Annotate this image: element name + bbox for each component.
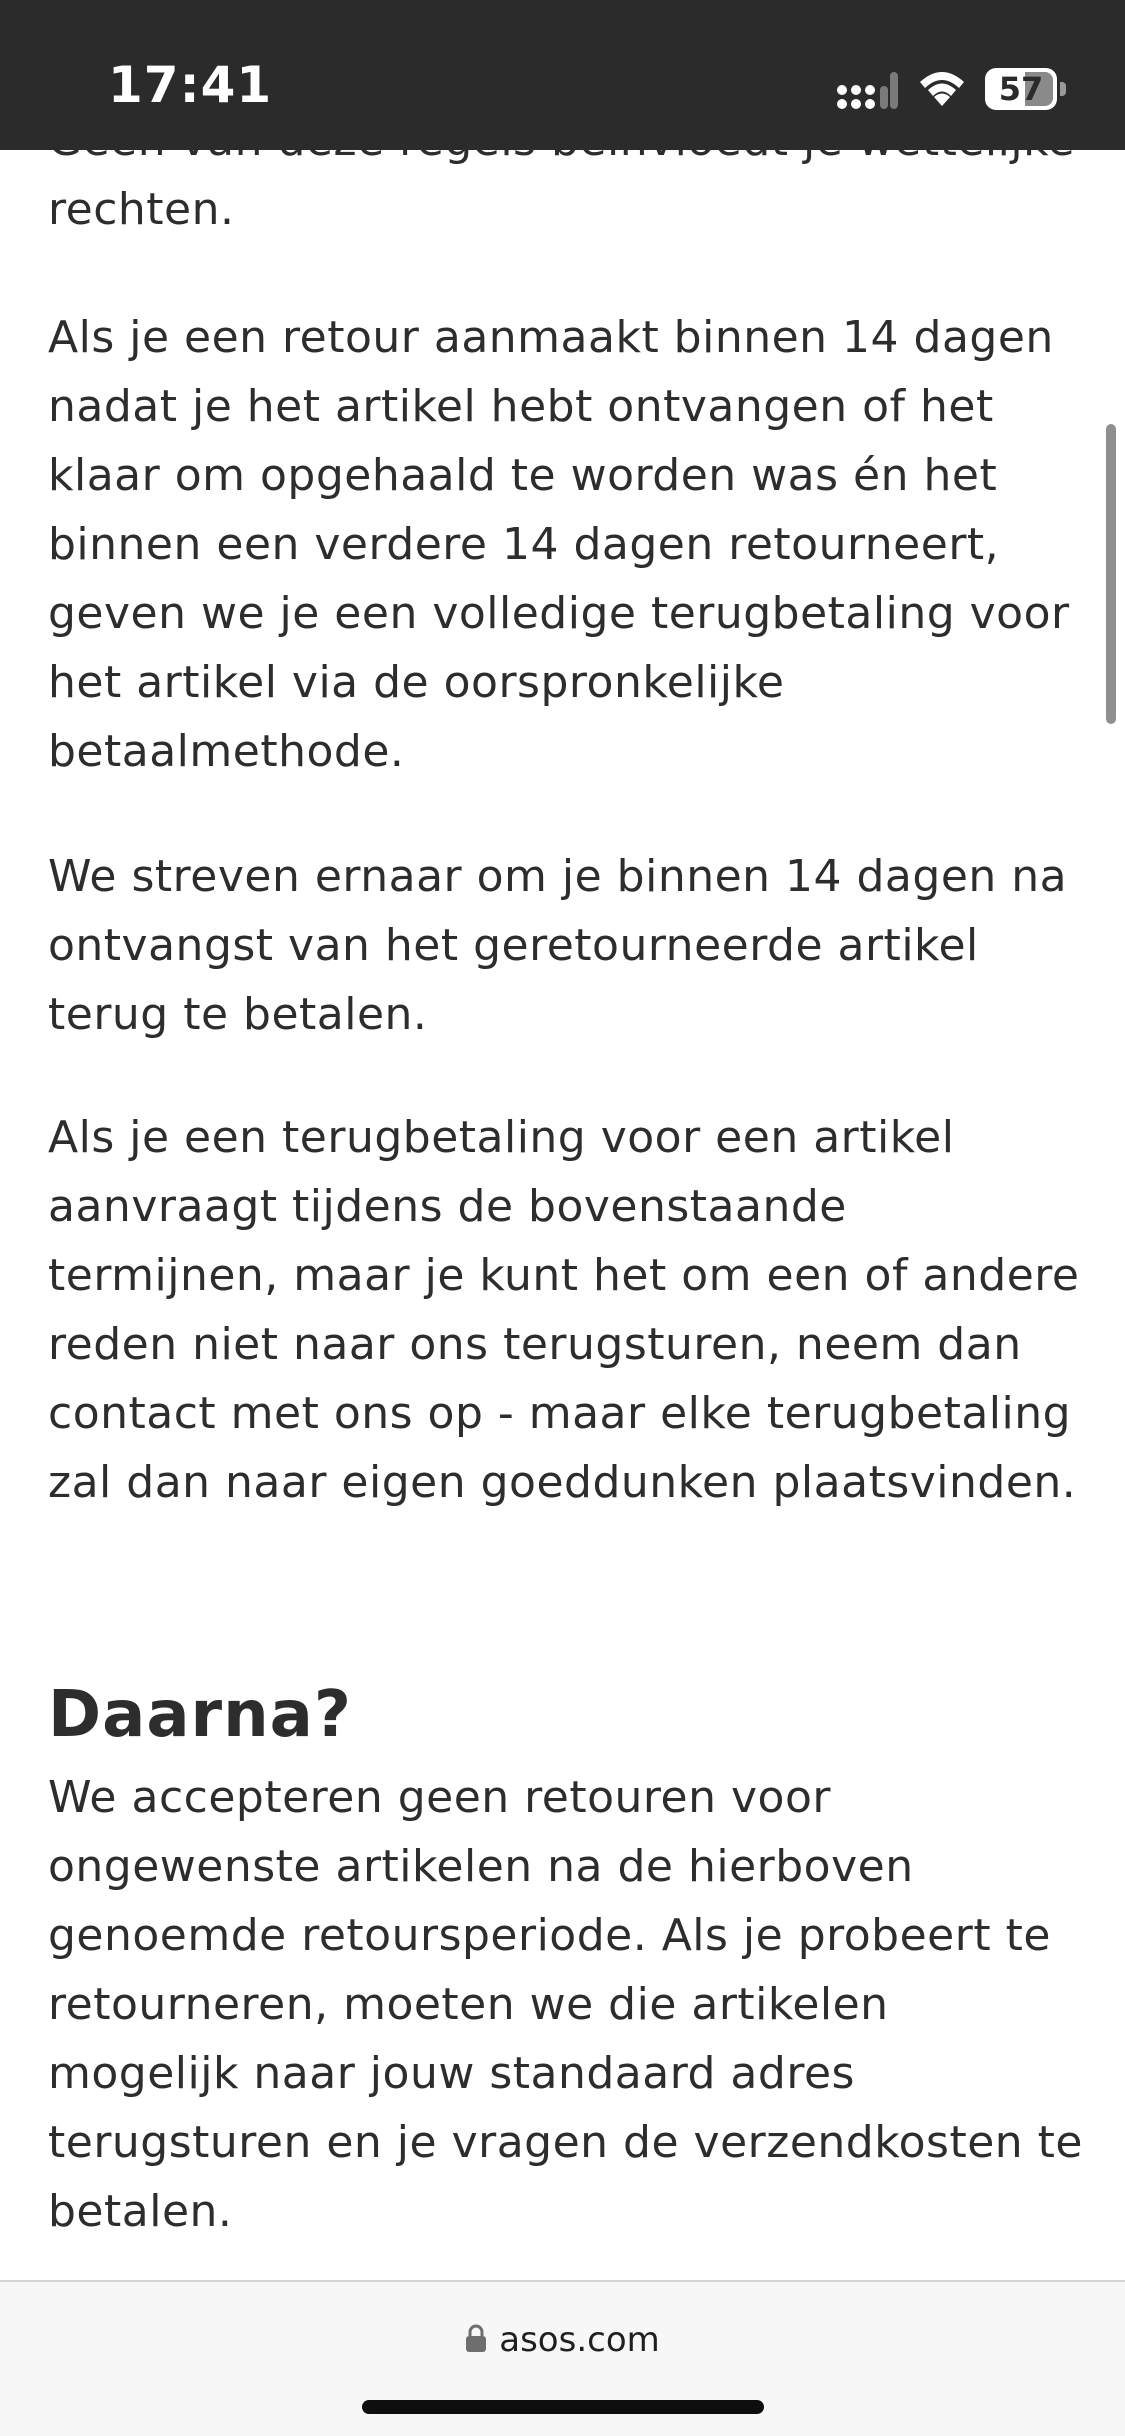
- cellular-signal-icon: [836, 68, 898, 112]
- url-display[interactable]: [0, 2318, 1125, 2362]
- browser-address-bar[interactable]: [0, 2280, 1125, 2436]
- wifi-icon: [916, 66, 968, 108]
- section-body: We accepteren geen retouren voor ongewenste artikelen na de hierboven genoemde retoursperiode. Als je probeert te retourneren, moeten we die artikelen mogelijk naar jouw standaard adres terugsturen en je vragen de verzendkosten te betalen.: [48, 1772, 1083, 2237]
- section-heading: Daarna?: [48, 1678, 352, 1752]
- status-time: 17:41: [108, 56, 273, 114]
- article-paragraph: rechten.: [48, 184, 235, 235]
- status-bar: [0, 0, 1125, 150]
- lock-icon: [465, 2323, 487, 2353]
- battery-level: 57: [998, 70, 1044, 108]
- home-indicator[interactable]: [362, 2400, 764, 2414]
- url-text[interactable]: asos.com: [499, 2320, 660, 2360]
- article-paragraph: Als je een terugbetaling voor een artikel aanvraagt tijdens de bovenstaande termijnen, maar je kunt het om een of andere reden niet naar ons terugsturen, neem dan contact met ons op - maar elke terugbetaling zal dan naar eigen goeddunken plaatsvinden.: [48, 1112, 1080, 1508]
- page-scrollbar[interactable]: [1106, 424, 1116, 724]
- article-paragraph: We streven ernaar om je binnen 14 dagen na ontvangst van het geretourneerde artikel terug te betalen.: [48, 851, 1068, 1040]
- battery-icon: [985, 68, 1067, 110]
- article-paragraph: Als je een retour aanmaakt binnen 14 dagen nadat je het artikel hebt ontvangen of het klaar om opgehaald te worden was én het binnen een verdere 14 dagen retourneert, geven we je een volledige terugbetaling voor het artikel via de oorspronkelijke betaalmethode.: [48, 312, 1070, 777]
